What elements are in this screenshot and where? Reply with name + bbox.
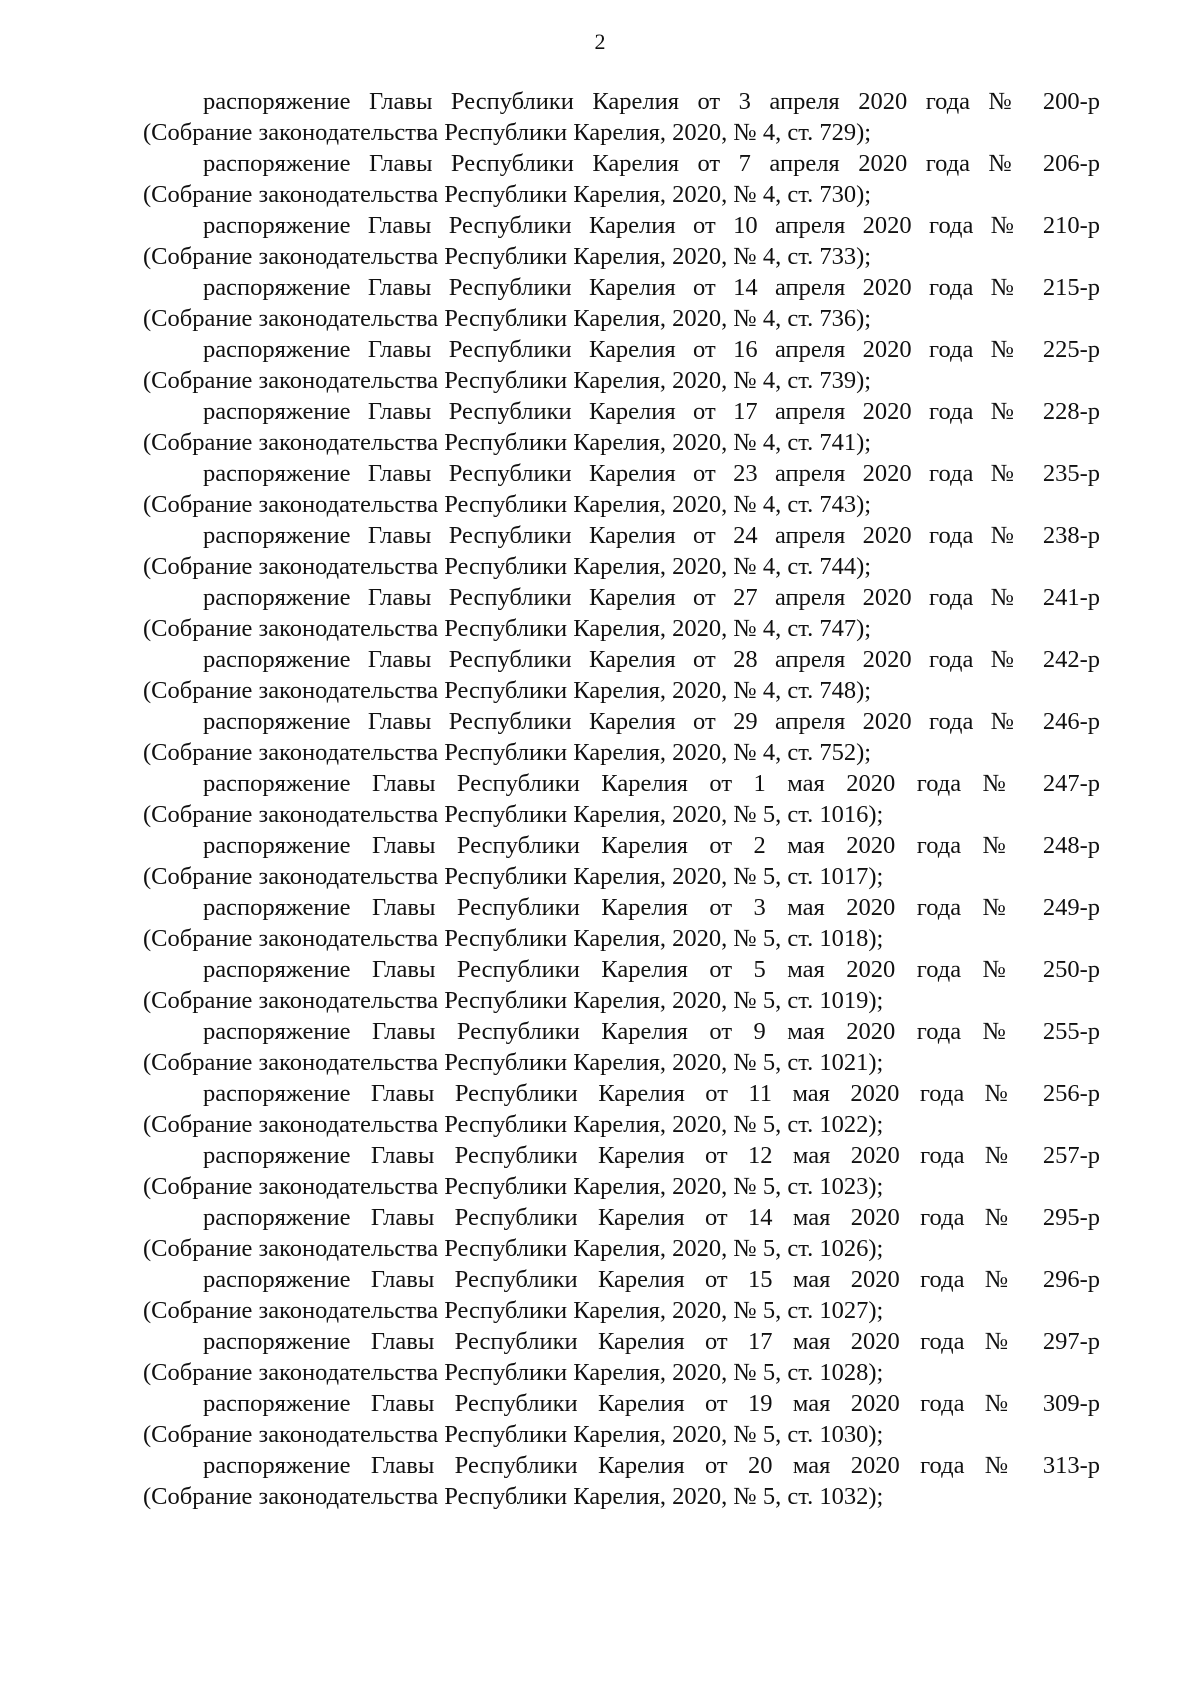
order-list: [143, 86, 1100, 1512]
order-source-line: (Собрание законодательства Республики Карелия, 2020, № 5, ст. 1028);: [143, 1359, 884, 1386]
order-entry: [143, 1016, 1100, 1078]
order-title-line: распоряжение Главы Республики Карелия от 29 апреля 2020 года № 246-р: [203, 708, 1100, 735]
order-source-line: (Собрание законодательства Республики Карелия, 2020, № 5, ст. 1026);: [143, 1235, 884, 1262]
order-source-line: (Собрание законодательства Республики Карелия, 2020, № 4, ст. 743);: [143, 491, 872, 518]
order-source-line: (Собрание законодательства Республики Карелия, 2020, № 5, ст. 1016);: [143, 801, 884, 828]
order-title-line: распоряжение Главы Республики Карелия от 16 апреля 2020 года № 225-р: [203, 336, 1100, 363]
order-entry: [143, 1140, 1100, 1202]
order-title-line: распоряжение Главы Республики Карелия от 2 мая 2020 года № 248-р: [203, 832, 1100, 859]
order-source-line: (Собрание законодательства Республики Карелия, 2020, № 4, ст. 752);: [143, 739, 872, 766]
order-title-line: распоряжение Главы Республики Карелия от 14 мая 2020 года № 295-р: [203, 1204, 1100, 1231]
order-source-line: (Собрание законодательства Республики Карелия, 2020, № 5, ст. 1032);: [143, 1483, 884, 1510]
order-title-line: распоряжение Главы Республики Карелия от 12 мая 2020 года № 257-р: [203, 1142, 1100, 1169]
order-title-line: распоряжение Главы Республики Карелия от 28 апреля 2020 года № 242-р: [203, 646, 1100, 673]
order-entry: [143, 1450, 1100, 1512]
order-entry: [143, 644, 1100, 706]
order-entry: [143, 272, 1100, 334]
order-title-line: распоряжение Главы Республики Карелия от 1 мая 2020 года № 247-р: [203, 770, 1100, 797]
order-title-line: распоряжение Главы Республики Карелия от 17 мая 2020 года № 297-р: [203, 1328, 1100, 1355]
order-entry: [143, 582, 1100, 644]
order-source-line: (Собрание законодательства Республики Карелия, 2020, № 4, ст. 729);: [143, 119, 872, 146]
order-title-line: распоряжение Главы Республики Карелия от 15 мая 2020 года № 296-р: [203, 1266, 1100, 1293]
order-source-line: (Собрание законодательства Республики Карелия, 2020, № 5, ст. 1022);: [143, 1111, 884, 1138]
order-title-line: распоряжение Главы Республики Карелия от 3 апреля 2020 года № 200-р: [203, 88, 1100, 115]
order-source-line: (Собрание законодательства Республики Карелия, 2020, № 5, ст. 1023);: [143, 1173, 884, 1200]
order-entry: [143, 210, 1100, 272]
page-number: 2: [594, 29, 606, 54]
order-entry: [143, 1264, 1100, 1326]
order-title-line: распоряжение Главы Республики Карелия от 7 апреля 2020 года № 206-р: [203, 150, 1100, 177]
order-title-line: распоряжение Главы Республики Карелия от 17 апреля 2020 года № 228-р: [203, 398, 1100, 425]
order-source-line: (Собрание законодательства Республики Карелия, 2020, № 4, ст. 736);: [143, 305, 872, 332]
order-entry: [143, 396, 1100, 458]
order-source-line: (Собрание законодательства Республики Карелия, 2020, № 5, ст. 1019);: [143, 987, 884, 1014]
order-source-line: (Собрание законодательства Республики Карелия, 2020, № 5, ст. 1018);: [143, 925, 884, 952]
order-entry: [143, 954, 1100, 1016]
order-source-line: (Собрание законодательства Республики Карелия, 2020, № 5, ст. 1021);: [143, 1049, 884, 1076]
order-entry: [143, 148, 1100, 210]
order-source-line: (Собрание законодательства Республики Карелия, 2020, № 4, ст. 744);: [143, 553, 872, 580]
order-entry: [143, 1078, 1100, 1140]
order-entry: [143, 334, 1100, 396]
order-title-line: распоряжение Главы Республики Карелия от 5 мая 2020 года № 250-р: [203, 956, 1100, 983]
order-entry: [143, 86, 1100, 148]
order-entry: [143, 892, 1100, 954]
order-title-line: распоряжение Главы Республики Карелия от 11 мая 2020 года № 256-р: [203, 1080, 1100, 1107]
order-entry: [143, 830, 1100, 892]
order-entry: [143, 768, 1100, 830]
order-title-line: распоряжение Главы Республики Карелия от 3 мая 2020 года № 249-р: [203, 894, 1100, 921]
order-entry: [143, 458, 1100, 520]
order-source-line: (Собрание законодательства Республики Карелия, 2020, № 5, ст. 1030);: [143, 1421, 884, 1448]
order-entry: [143, 1388, 1100, 1450]
order-title-line: распоряжение Главы Республики Карелия от 20 мая 2020 года № 313-р: [203, 1452, 1100, 1479]
order-source-line: (Собрание законодательства Республики Карелия, 2020, № 4, ст. 739);: [143, 367, 872, 394]
order-title-line: распоряжение Главы Республики Карелия от 19 мая 2020 года № 309-р: [203, 1390, 1100, 1417]
order-entry: [143, 520, 1100, 582]
order-title-line: распоряжение Главы Республики Карелия от 27 апреля 2020 года № 241-р: [203, 584, 1100, 611]
order-source-line: (Собрание законодательства Республики Карелия, 2020, № 5, ст. 1017);: [143, 863, 884, 890]
order-title-line: распоряжение Главы Республики Карелия от 10 апреля 2020 года № 210-р: [203, 212, 1100, 239]
order-title-line: распоряжение Главы Республики Карелия от 9 мая 2020 года № 255-р: [203, 1018, 1100, 1045]
order-entry: [143, 706, 1100, 768]
order-title-line: распоряжение Главы Республики Карелия от 23 апреля 2020 года № 235-р: [203, 460, 1100, 487]
order-source-line: (Собрание законодательства Республики Карелия, 2020, № 4, ст. 741);: [143, 429, 872, 456]
order-entry: [143, 1202, 1100, 1264]
order-entry: [143, 1326, 1100, 1388]
order-source-line: (Собрание законодательства Республики Карелия, 2020, № 4, ст. 747);: [143, 615, 872, 642]
order-source-line: (Собрание законодательства Республики Карелия, 2020, № 5, ст. 1027);: [143, 1297, 884, 1324]
order-source-line: (Собрание законодательства Республики Карелия, 2020, № 4, ст. 748);: [143, 677, 872, 704]
order-source-line: (Собрание законодательства Республики Карелия, 2020, № 4, ст. 730);: [143, 181, 872, 208]
order-title-line: распоряжение Главы Республики Карелия от 14 апреля 2020 года № 215-р: [203, 274, 1100, 301]
order-title-line: распоряжение Главы Республики Карелия от 24 апреля 2020 года № 238-р: [203, 522, 1100, 549]
order-source-line: (Собрание законодательства Республики Карелия, 2020, № 4, ст. 733);: [143, 243, 872, 270]
